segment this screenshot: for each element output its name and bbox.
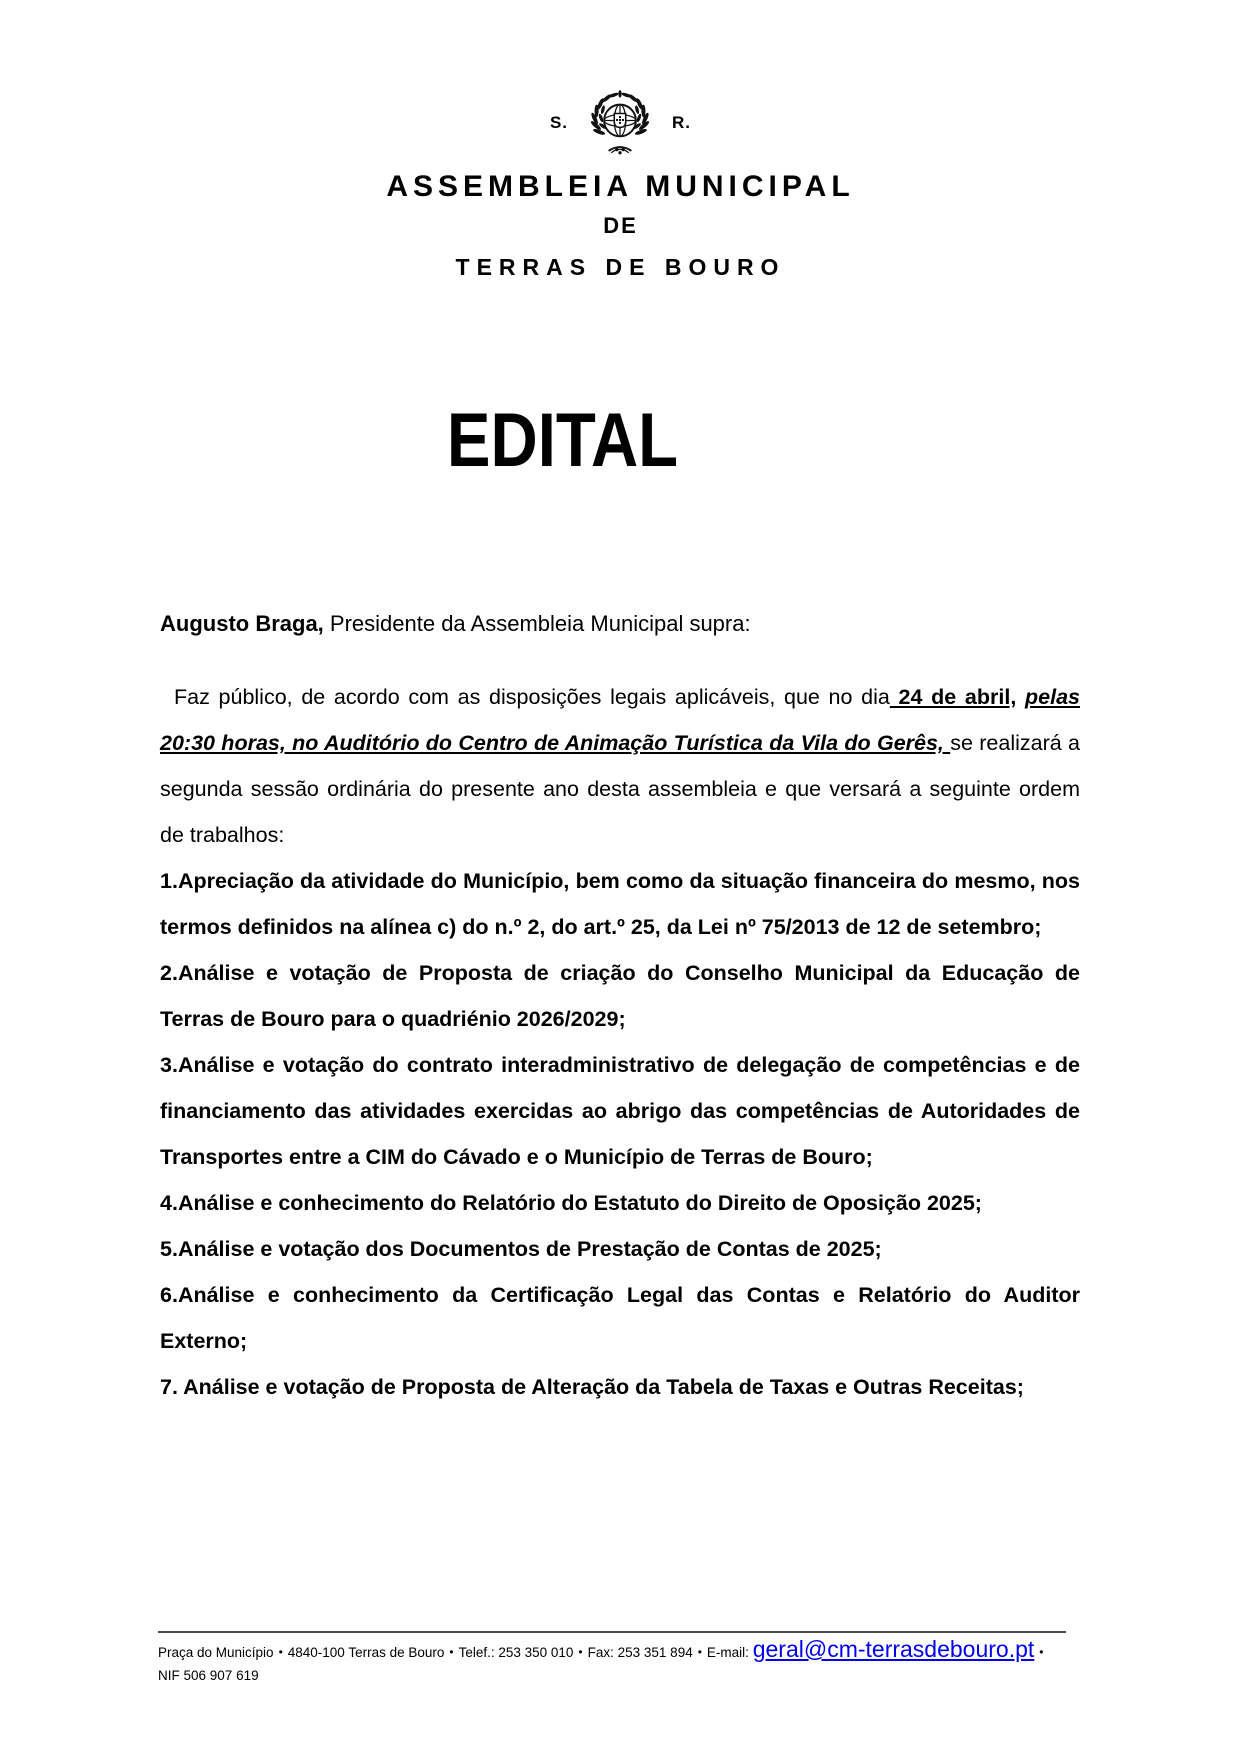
letterhead-left-initial: S. [549, 113, 569, 132]
president-role: Presidente da Assembleia Municipal supra: [323, 610, 751, 636]
agenda-item-1 [160, 858, 1080, 950]
agenda-item-text: Análise e votação dos Documentos de Prestação de Contas de 2025; [177, 1236, 882, 1261]
bullet-separator-icon: • [1039, 1645, 1044, 1659]
agenda-item-text: Análise e votação de Proposta de Alteração da Tabela de Taxas e Outras Receitas; [183, 1374, 1024, 1399]
agenda-item-number: 5. [160, 1236, 178, 1261]
agenda-item-number: 6. [160, 1282, 178, 1307]
session-time-venue: pelas 20:30 horas, no Auditório do Centro de Animação Turística da Vila do Gerês, [160, 684, 1080, 755]
agenda-item-text: Análise e votação do contrato interadministrativo de delegação de competências e de financiamento das atividades exercidas ao abrigo das competências de Autoridades de Transportes entre a CIM do Cávado e o Município de Terras de Bouro; [160, 1052, 1080, 1169]
letterhead [0, 0, 1241, 158]
footer-email-link[interactable]: geral@cm-terrasdebouro.pt [752, 1636, 1035, 1662]
footer-nif-label: NIF [158, 1668, 180, 1683]
agenda-item-number: 2. [160, 960, 178, 985]
footer-postal-city: 4840-100 Terras de Bouro [287, 1645, 445, 1660]
bullet-separator-icon: • [578, 1645, 583, 1659]
agenda-item-text: Apreciação da atividade do Município, bem como da situação financeira do mesmo, nos termos definidos na alínea c) do n.º 2, do art.º 25, da Lei nº 75/2013 de 12 de setembro; [160, 868, 1080, 939]
letterhead-right-initial: R. [672, 113, 692, 132]
agenda-item-3 [160, 1042, 1080, 1180]
announcement-tail: se realizará a segunda sessão ordinária do presente ano desta assembleia e que versará a seguinte ordem de trabalhos: [160, 730, 1080, 847]
agenda-item-number: 3. [160, 1052, 178, 1077]
footer-phone: Telef.: 253 350 010 [458, 1645, 574, 1660]
intro-paragraph [160, 601, 1080, 647]
footer-nif-number: 506 907 619 [183, 1668, 259, 1683]
bullet-separator-icon: • [449, 1645, 454, 1659]
agenda-item-text: Análise e conhecimento do Relatório do Estatuto do Direito de Oposição 2025; [177, 1190, 982, 1215]
agenda-list [160, 858, 1080, 1410]
agenda-item-4 [160, 1180, 1080, 1226]
agenda-item-number: 1. [160, 868, 178, 893]
agenda-item-number: 4. [160, 1190, 178, 1215]
announcement-lead: Faz público, de acordo com as disposições legais aplicáveis, que no dia [174, 684, 890, 709]
organization-of: DE [603, 213, 638, 238]
announcement-paragraph [160, 674, 1080, 858]
bullet-separator-icon: • [697, 1645, 702, 1659]
document-body [0, 601, 1241, 1410]
agenda-item-2 [160, 950, 1080, 1042]
bullet-separator-icon: • [278, 1645, 283, 1659]
municipality-name: TERRAS DE BOURO [455, 254, 786, 280]
agenda-item-5 [160, 1226, 1080, 1272]
footer-fax: Fax: 253 351 894 [587, 1645, 693, 1660]
agenda-item-text: Análise e votação de Proposta de criação do Conselho Municipal da Educação de Terras de Bouro para o quadriénio 2026/2029; [160, 960, 1080, 1031]
organization-name: ASSEMBLEIA MUNICIPAL [386, 170, 855, 203]
agenda-item-number: 7. [160, 1374, 184, 1399]
agenda-item-7 [160, 1364, 1080, 1410]
agenda-item-6 [160, 1272, 1080, 1364]
portugal-coat-of-arms-icon [582, 88, 658, 158]
president-name: Augusto Braga, [160, 610, 324, 636]
document-title: EDITAL [446, 398, 679, 483]
agenda-item-text: Análise e conhecimento da Certificação Legal das Contas e Relatório do Auditor Externo; [160, 1282, 1080, 1353]
session-date: 24 de abril, [889, 684, 1017, 709]
footer-address: Praça do Município [158, 1645, 274, 1660]
document-footer [158, 1631, 1066, 1687]
footer-email-label: E-mail: [706, 1645, 749, 1660]
